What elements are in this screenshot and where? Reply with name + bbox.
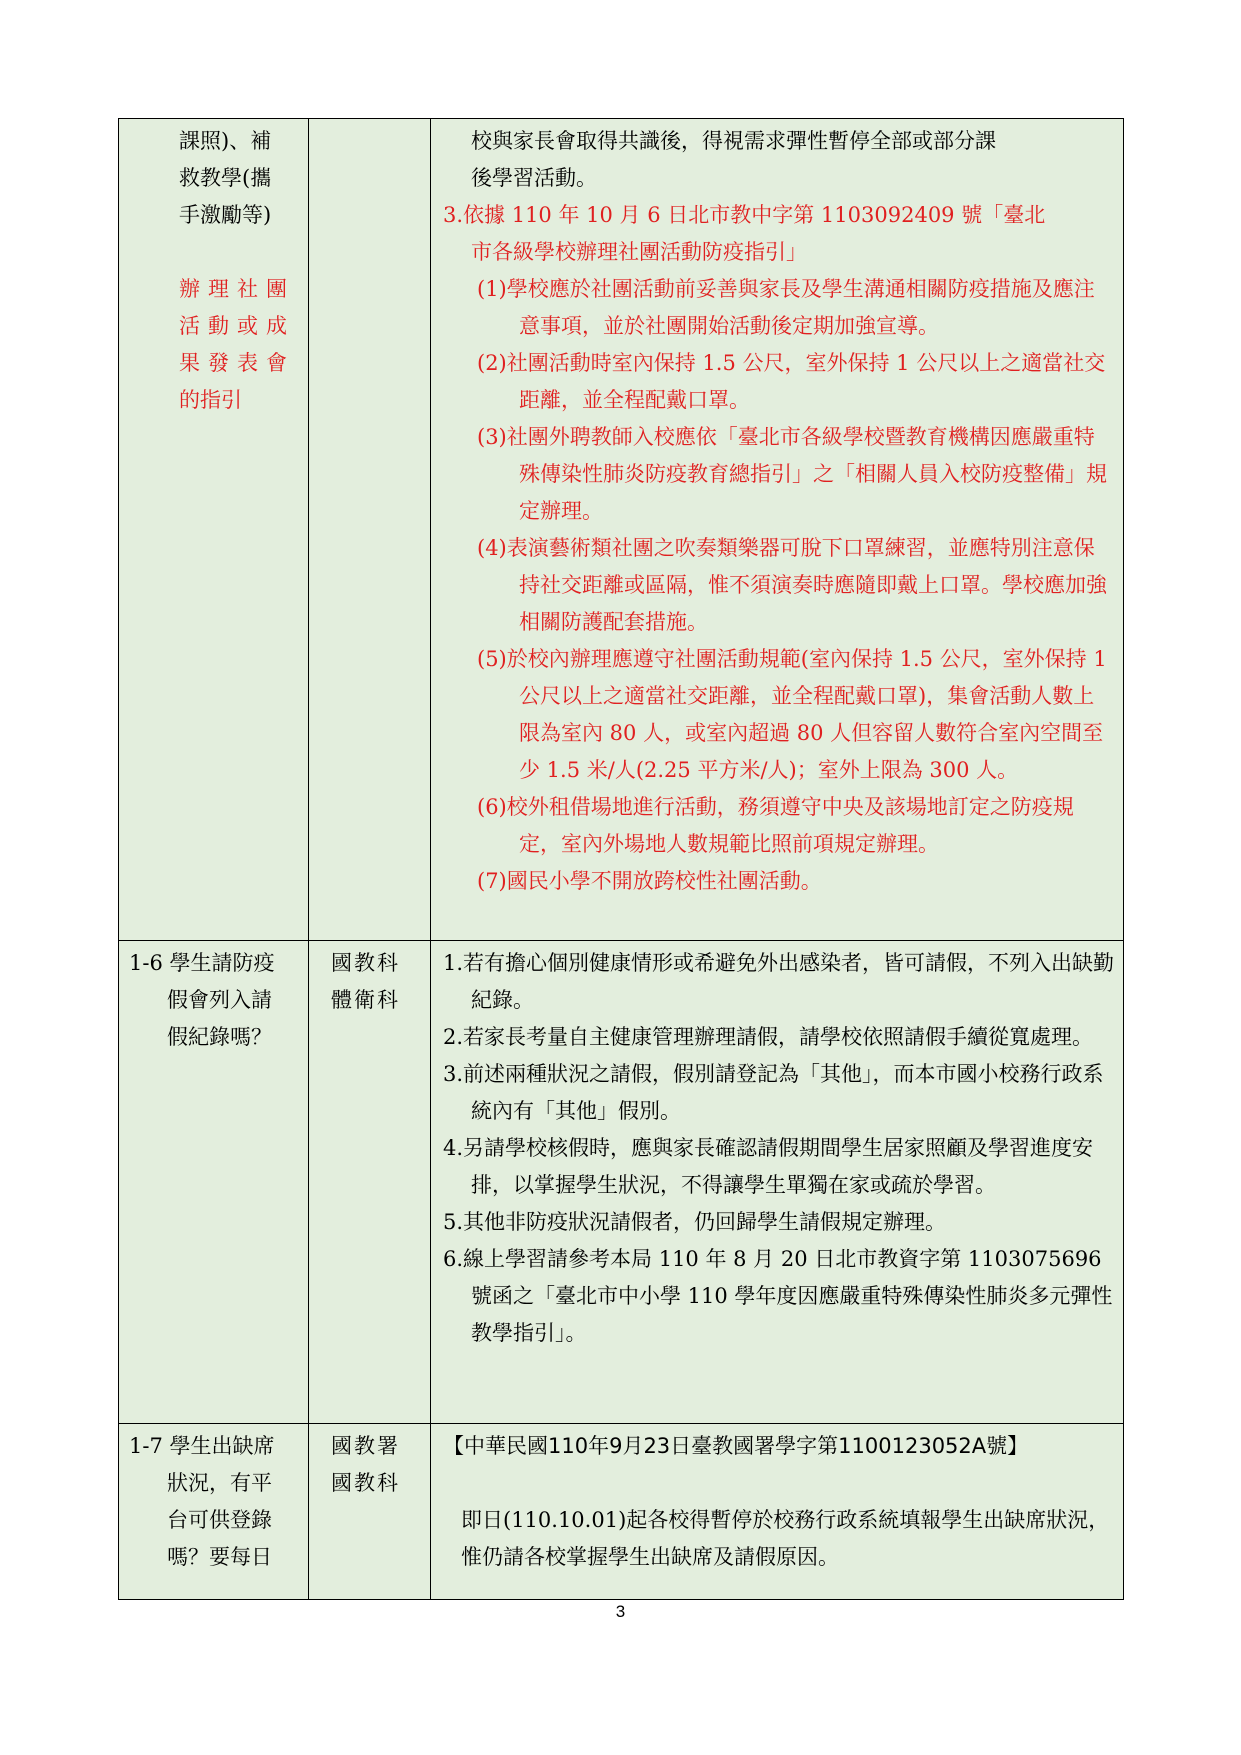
answer-cell [431,119,1124,941]
question-cell [119,1424,309,1600]
answer-cell [431,1424,1124,1600]
answer-line: 後學習活動。 [471,166,597,190]
department-cell [309,941,431,1424]
answer-item: 2.若家長考量自主健康管理辦理請假，請學校依照請假手續從寬處理。 [443,1025,1094,1049]
answer-item: 4.另請學校核假時，應與家長確認請假期間學生居家照顧及學習進度安排，以掌握學生狀況，不得讓學生單獨在家或疏於學習。 [443,1136,1094,1197]
answer-subitem: (5)於校內辦理應遵守社團活動規範(室內保持 1.5 公尺，室外保持 1 公尺以上之適當社交距離，並全程配戴口罩)，集會活動人數上限為室內 80 人，或室內超過 80 人但容留人數符合室內空間至少 1.5 米/人(2.25 平方米/人)；室外上限為 300 人。 [477,647,1107,782]
page-number: 3 [615,1602,626,1621]
question-line: 手激勵等) [179,203,272,227]
table-row [119,941,1124,1424]
department-name: 國教署 [331,1434,400,1458]
answer-subitem: (1)學校應於社團活動前妥善與家長及學生溝通相關防疫措施及應注意事項，並於社團開始活動後定期加強宣導。 [477,277,1095,338]
question-line: 活動或成 [179,314,295,338]
answer-item-title-cont: 市各級學校辦理社團活動防疫指引」 [471,240,807,264]
question-line: 假紀錄嗎？ [167,1025,272,1049]
answer-item: 6.線上學習請參考本局 110 年 8 月 20 日北市教資字第 1103075696 號函之「臺北市中小學 110 學年度因應嚴重特殊傳染性肺炎多元彈性教學指引」。 [443,1247,1113,1345]
answer-subitem: (7)國民小學不開放跨校性社團活動。 [477,869,822,893]
department-cell [309,1424,431,1600]
question-line: 的指引 [179,388,242,412]
answer-line: 校與家長會取得共識後，得視需求彈性暫停全部或部分課 [471,129,996,153]
department-name: 國教科 [331,1471,400,1495]
answer-subitem: (6)校外租借場地進行活動，務須遵守中央及該場地訂定之防疫規定，室內外場地人數規範比照前項規定辦理。 [477,795,1074,856]
question-line: 假會列入請 [167,988,272,1012]
department-name: 體衛科 [331,988,400,1012]
question-line: 果發表會 [179,351,295,375]
answer-cell [431,941,1124,1424]
question-line: 救教學(攜 [179,166,272,190]
reference-line: 【中華民國110年9月23日臺教國署學字第1100123052A號】 [443,1434,1029,1458]
question-cell [119,119,309,941]
question-line: 課照)、補 [179,129,272,153]
answer-item: 3.前述兩種狀況之請假，假別請登記為「其他」，而本市國小校務行政系統內有「其他」假別。 [443,1062,1104,1123]
department-cell [309,119,431,941]
question-line: 1-7 學生出缺席 [129,1434,275,1458]
question-line: 台可供登錄 [167,1508,272,1532]
answer-subitem: (3)社團外聘教師入校應依「臺北市各級學校暨教育機構因應嚴重特殊傳染性肺炎防疫教育總指引」之「相關人員入校防疫整備」規定辦理。 [477,425,1107,523]
question-line: 嗎？要每日 [167,1545,272,1569]
department-name: 國教科 [331,951,400,975]
answer-item: 5.其他非防疫狀況請假者，仍回歸學生請假規定辦理。 [443,1210,947,1234]
question-line: 狀況，有平 [167,1471,272,1495]
answer-item: 1.若有擔心個別健康情形或希避免外出感染者，皆可請假，不列入出缺勤紀錄。 [443,951,1115,1012]
question-cell [119,941,309,1424]
faq-table [118,118,1123,1599]
answer-body: 即日(110.10.01)起各校得暫停於校務行政系統填報學生出缺席狀況，惟仍請各校掌握學生出缺席及請假原因。 [461,1508,1110,1569]
question-line: 1-6 學生請防疫 [129,951,275,975]
answer-subitem: (2)社團活動時室內保持 1.5 公尺，室外保持 1 公尺以上之適當社交距離，並全程配戴口罩。 [477,351,1106,412]
answer-subitem: (4)表演藝術類社團之吹奏類樂器可脫下口罩練習，並應特別注意保持社交距離或區隔，惟不須演奏時應隨即戴上口罩。學校應加強相關防護配套措施。 [477,536,1107,634]
table-row [119,119,1124,941]
answer-item-title: 3.依據 110 年 10 月 6 日北市教中字第 1103092409 號「臺北 [443,203,1046,227]
table-row [119,1424,1124,1600]
question-line: 辦理社團 [179,277,295,301]
